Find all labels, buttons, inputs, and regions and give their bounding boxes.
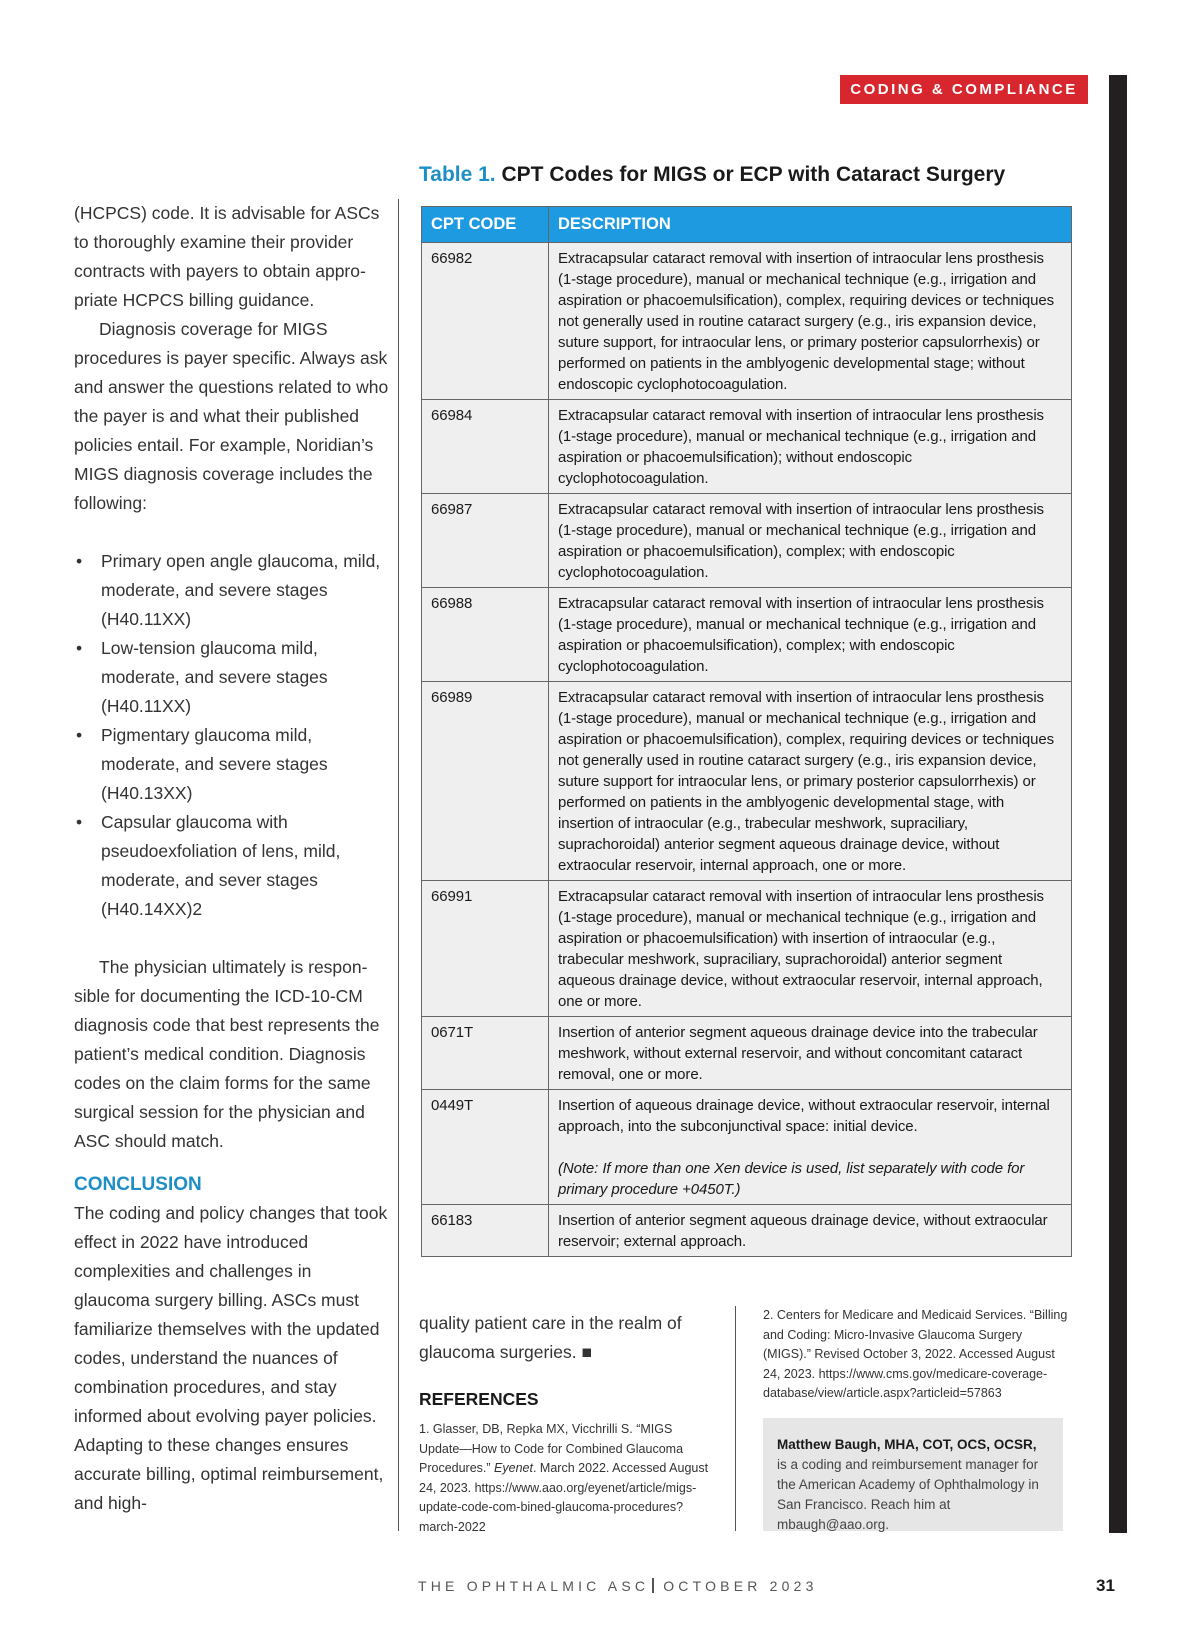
table-row	[422, 682, 1072, 881]
conclusion-paragraph: The coding and policy changes that took effect in 2022 have introduced complexities and challenges in glaucoma surgery billing. ASCs must familiarize themselves with the updated codes, understand the nuances of combination procedures, and stay informed about evolving payer policies. Adapting to these changes ensures accurate billing, optimal reimbursement, and high-	[74, 1203, 388, 1513]
column-header-description: DESCRIPTION	[549, 207, 1072, 243]
table-row	[422, 1090, 1072, 1205]
description-cell: Extracapsular cataract removal with insertion of intraocular lens prosthesis (1-stage procedure), manual or mechanical technique (e.g., irrigation and aspiration or phacoemulsification) with insertion of intraocular (e.g., trabecular meshwork, supraciliary, suprachoroidal) anterior segment aqueous drainage device, without extraocular reservoir, internal approach, one or more.	[549, 881, 1072, 1017]
spacer	[74, 518, 392, 547]
cpt-codes-table	[421, 206, 1072, 1257]
description-cell: Extracapsular cataract removal with insertion of intraocular lens prosthesis (1-stage procedure), manual or mechanical technique (e.g., irrigation and aspiration or phacoemulsification); without endoscopic cyclophotocoagulation.	[549, 400, 1072, 494]
description-cell: Extracapsular cataract removal with insertion of intraocular lens prosthesis (1-stage procedure), manual or mechanical technique (e.g., irrigation and aspiration or phacoemulsification), complex, requiring devices or techniques not generally used in routine cataract surgery (e.g., iris expansion device, suture support, for intraocular lens, or primary posterior capsulorrhexis) or performed on patients in the amblyogenic developmental stage; without endoscopic cyclophotocoagulation.	[549, 243, 1072, 400]
cpt-code-cell: 66984	[422, 400, 549, 494]
description-cell: Insertion of anterior segment aqueous drainage device, without extraocular reservoir; external approach.	[549, 1205, 1072, 1257]
reference-journal: Eyenet	[494, 1461, 533, 1475]
page-number: 31	[1096, 1576, 1115, 1595]
list-item: • Low-tension glaucoma mild, moderate, and severe stages (H40.11XX)	[74, 634, 392, 721]
table-header-row	[422, 207, 1072, 243]
issue-date: OCTOBER 2023	[663, 1578, 818, 1594]
left-column	[74, 199, 392, 1518]
cpt-code-cell: 66991	[422, 881, 549, 1017]
cpt-code-cell: 0671T	[422, 1017, 549, 1090]
conclusion-heading: CONCLUSION	[74, 1174, 202, 1195]
continuation-paragraph	[419, 1309, 709, 1367]
cpt-code-cell: 66989	[422, 682, 549, 881]
cpt-code-cell: 66988	[422, 588, 549, 682]
table-title	[419, 163, 1005, 187]
author-name: Matthew Baugh, MHA, COT, OCS, OCSR,	[777, 1437, 1037, 1452]
middle-column	[419, 1309, 709, 1537]
footer-publication	[418, 1578, 818, 1594]
body-paragraph: The physician ultimately is respon-sible for documenting the ICD-10-CM diagnosis code that best represents the patient’s medical condition. Diagnosis codes on the claim forms for the same surgical session for the physician and ASC should match.	[74, 957, 380, 1151]
column-divider-left	[398, 199, 399, 1531]
description-cell: Insertion of anterior segment aqueous drainage device into the trabecular meshwork, without external reservoir, and without concomitant cataract removal, one or more.	[549, 1017, 1072, 1090]
table-title-text: CPT Codes for MIGS or ECP with Cataract Surgery	[501, 163, 1006, 186]
author-bio-box	[763, 1418, 1063, 1531]
description-cell: Extracapsular cataract removal with insertion of intraocular lens prosthesis (1-stage procedure), manual or mechanical technique (e.g., irrigation and aspiration or phacoemulsification), complex, requiring devices or techniques not generally used in routine cataract surgery (e.g., iris expansion device, suture support for intraocular lens, or primary posterior capsulorrhexis) or performed on patients in the amblyogenic developmental stage, with insertion of intraocular (e.g., trabecular meshwork, supraciliary, suprachoroidal) anterior segment aqueous drainage device, without extraocular reservoir, internal approach, one or more.	[549, 682, 1072, 881]
spacer	[74, 924, 392, 953]
cpt-code-cell: 0449T	[422, 1090, 549, 1205]
table-row	[422, 1205, 1072, 1257]
section-badge: CODING & COMPLIANCE	[840, 75, 1088, 104]
description-cell: Extracapsular cataract removal with insertion of intraocular lens prosthesis (1-stage procedure), manual or mechanical technique (e.g., irrigation and aspiration or phacoemulsification), complex; with endoscopic cyclophotocoagulation.	[549, 588, 1072, 682]
end-mark-icon: ■	[581, 1342, 593, 1362]
diagnosis-list	[74, 547, 392, 924]
table-row	[422, 588, 1072, 682]
list-item: • Capsular glaucoma with pseudoexfoliation of lens, mild, moderate, and sever stages (H40.14XX)2	[74, 808, 392, 924]
list-item: • Pigmentary glaucoma mild, moderate, and severe stages (H40.13XX)	[74, 721, 392, 808]
column-header-cpt-code: CPT CODE	[422, 207, 549, 243]
description-note: (Note: If more than one Xen device is used, list separately with code for primary procedure +0450T.)	[558, 1160, 1025, 1198]
list-item: • Primary open angle glaucoma, mild, moderate, and severe stages (H40.11XX)	[74, 547, 392, 634]
table-row	[422, 400, 1072, 494]
description-cell	[549, 1090, 1072, 1205]
references-heading: REFERENCES	[419, 1389, 539, 1409]
cpt-code-cell: 66987	[422, 494, 549, 588]
author-bio: is a coding and reimbursement manager for the American Academy of Ophthalmology in San Francisco. Reach him at mbaugh@aao.org.	[777, 1457, 1039, 1532]
table-row	[422, 1017, 1072, 1090]
reference-text: 1. Glasser, DB, Repka MX, Vicchrilli S. “MIGS Update—How to Code for Combined Glaucoma Procedures.”	[419, 1422, 684, 1475]
table-row	[422, 243, 1072, 400]
body-paragraph: (HCPCS) code. It is advisable for ASCs to thoroughly examine their provider contracts with payers to obtain appro-priate HCPCS billing guidance.	[74, 203, 380, 310]
table-row	[422, 494, 1072, 588]
reference-item	[419, 1420, 709, 1537]
reference-text: . March 2022. Accessed August 24, 2023. https://www.aao.org/eyenet/article/migs-update-code-com-bined-glaucoma-procedures?march-2022	[419, 1461, 709, 1534]
description-cell: Extracapsular cataract removal with insertion of intraocular lens prosthesis (1-stage procedure), manual or mechanical technique (e.g., irrigation and aspiration or phacoemulsification), complex; with endoscopic cyclophotocoagulation.	[549, 494, 1072, 588]
footer-separator	[652, 1578, 654, 1593]
page-edge-bar	[1109, 75, 1127, 1533]
table-number: Table 1.	[419, 163, 496, 186]
cpt-code-cell: 66982	[422, 243, 549, 400]
column-divider-middle	[735, 1306, 736, 1531]
page-footer	[0, 1576, 1200, 1600]
cpt-code-cell: 66183	[422, 1205, 549, 1257]
reference-item: 2. Centers for Medicare and Medicaid Services. “Billing and Coding: Micro-Invasive Glaucoma Surgery (MIGS).” Revised October 3, 2022. Accessed August 24, 2023. https://www.cms.gov/medicare-coverage-database/view/article.aspx?articleid=57863	[763, 1308, 1068, 1400]
continuation-text: quality patient care in the realm of glaucoma surgeries.	[419, 1313, 682, 1362]
table-row	[422, 881, 1072, 1017]
publication-name: THE OPHTHALMIC ASC	[418, 1578, 650, 1594]
description-text: Insertion of aqueous drainage device, without extraocular reservoir, internal approach, into the subconjunctival space: initial device.	[558, 1097, 1050, 1135]
body-paragraph: Diagnosis coverage for MIGS procedures is payer specific. Always ask and answer the questions related to who the payer is and what their published policies entail. For example, Noridian’s MIGS diagnosis coverage includes the following:	[74, 319, 389, 513]
